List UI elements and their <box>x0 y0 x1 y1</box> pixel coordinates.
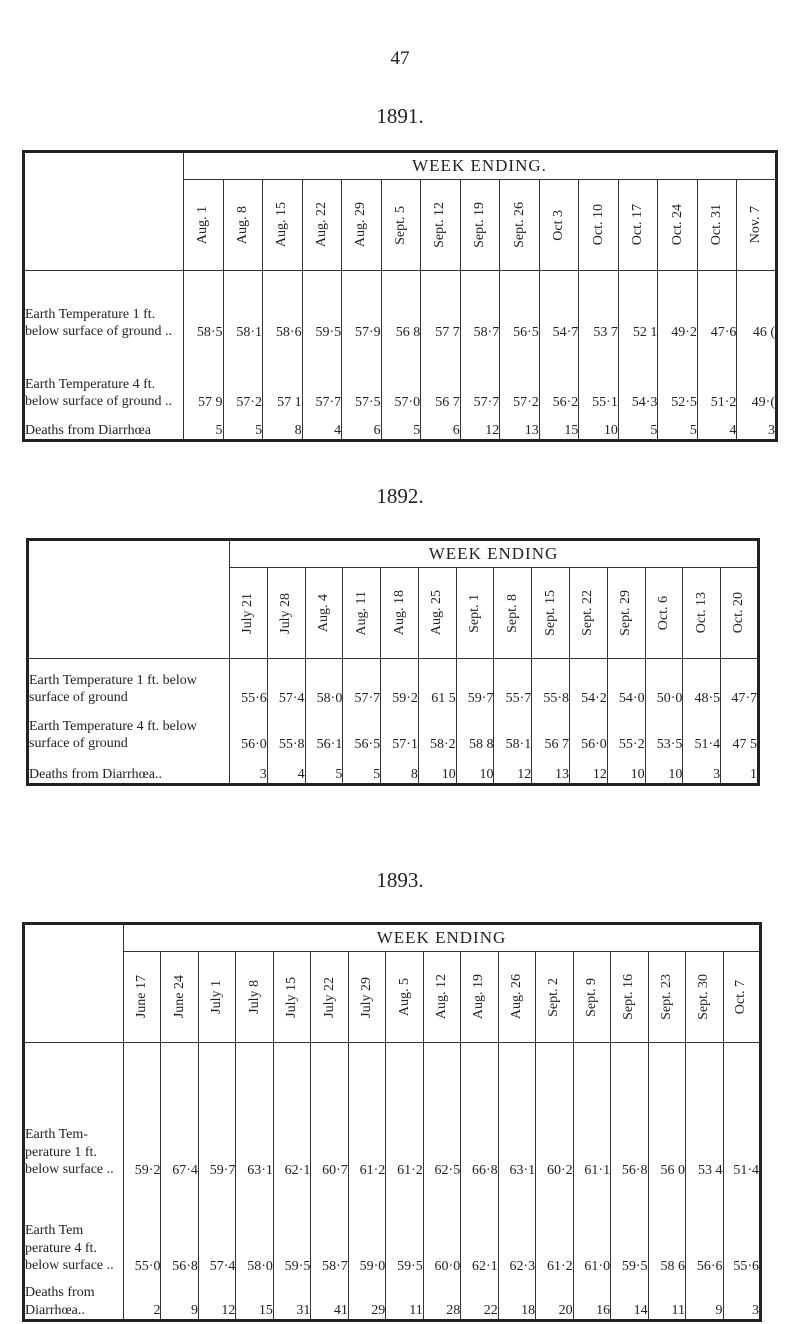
data-cell: 60·2 <box>536 1043 573 1179</box>
week-date-label: Sept. 12 <box>432 202 448 248</box>
data-cell: 58·7 <box>460 271 500 341</box>
week-date-header <box>645 568 683 659</box>
week-date-label: July 22 <box>321 976 337 1018</box>
data-cell: 8 <box>263 411 303 441</box>
row-label: Earth Temperature 4 ft. below surface of ground .. <box>24 341 184 411</box>
table-1892 <box>26 538 760 786</box>
week-date-label: Oct. 13 <box>693 592 709 634</box>
data-cell: 6 <box>342 411 382 441</box>
data-cell: 62·1 <box>273 1043 310 1179</box>
week-date-header <box>263 180 303 271</box>
data-cell: 58 6 <box>648 1179 685 1275</box>
data-cell: 50·0 <box>645 659 683 707</box>
data-cell: 16 <box>573 1275 610 1321</box>
data-cell: 52·5 <box>658 341 698 411</box>
week-date-label: Oct. 17 <box>630 204 646 246</box>
data-cell: 56 8 <box>381 271 421 341</box>
week-date-label: Sept. 29 <box>618 590 634 636</box>
data-cell: 4 <box>302 411 342 441</box>
data-cell: 10 <box>607 753 645 785</box>
data-cell: 41 <box>311 1275 348 1321</box>
data-cell: 58·5 <box>184 271 224 341</box>
data-cell: 3 <box>723 1275 761 1321</box>
row-label: Earth Tem perature 4 ft. below surface .. <box>24 1179 124 1275</box>
data-cell: 58·1 <box>223 271 263 341</box>
row-label: Earth Temperature 1 ft. below surface of ground <box>28 659 230 707</box>
week-date-header <box>494 568 532 659</box>
data-cell: 59·5 <box>273 1179 310 1275</box>
data-cell: 61·1 <box>573 1043 610 1179</box>
row-label: Earth Temperature 1 ft. below surface .. <box>24 1043 124 1179</box>
data-cell: 61·2 <box>348 1043 385 1179</box>
week-date-header <box>418 568 456 659</box>
data-cell: 57·2 <box>223 341 263 411</box>
week-ending-header: WEEK ENDING <box>230 540 759 568</box>
data-cell: 10 <box>456 753 494 785</box>
data-cell: 12 <box>198 1275 235 1321</box>
data-cell: 49·2 <box>658 271 698 341</box>
data-cell: 60·7 <box>311 1043 348 1179</box>
year-1893-title: 1893. <box>376 868 424 892</box>
data-cell: 56 0 <box>648 1043 685 1179</box>
data-cell: 57 7 <box>421 271 461 341</box>
week-date-header <box>230 568 268 659</box>
data-cell: 59·7 <box>198 1043 235 1179</box>
data-cell: 47·7 <box>721 659 759 707</box>
data-cell: 55·6 <box>230 659 268 707</box>
year-1892-title: 1892. <box>376 484 424 508</box>
week-date-label: Aug. 15 <box>274 202 290 248</box>
week-date-header <box>273 952 310 1043</box>
data-cell: 54·7 <box>539 271 579 341</box>
data-cell: 58 8 <box>456 707 494 753</box>
corner-cell <box>24 152 184 271</box>
data-cell: 61·2 <box>386 1043 423 1179</box>
data-cell: 57·7 <box>460 341 500 411</box>
data-cell: 62·3 <box>498 1179 535 1275</box>
data-cell: 5 <box>381 411 421 441</box>
data-cell: 57 1 <box>263 341 303 411</box>
data-cell: 51·4 <box>723 1043 761 1179</box>
week-date-label: Aug. 11 <box>353 590 369 636</box>
table-row <box>28 707 759 753</box>
week-date-label: Aug. 8 <box>234 205 250 245</box>
week-date-header <box>381 568 419 659</box>
data-cell: 58·0 <box>236 1179 273 1275</box>
week-date-header <box>381 180 421 271</box>
week-date-label: Sept. 1 <box>467 593 483 633</box>
data-cell: 53 4 <box>686 1043 723 1179</box>
page-number: 47 <box>390 48 410 69</box>
week-date-header <box>573 952 610 1043</box>
data-cell: 57·2 <box>500 341 540 411</box>
week-date-label: July 21 <box>240 592 256 634</box>
week-date-header <box>223 180 263 271</box>
week-date-header <box>611 952 648 1043</box>
week-date-label: July 29 <box>359 976 375 1018</box>
week-ending-header: WEEK ENDING <box>124 924 761 952</box>
week-date-label: Aug. 25 <box>429 590 445 636</box>
row-label: Deaths from Diarrhœa <box>24 411 184 441</box>
week-date-label: Aug. 26 <box>508 974 524 1020</box>
data-cell: 55·8 <box>267 707 305 753</box>
data-cell: 56 7 <box>421 341 461 411</box>
week-date-header <box>570 568 608 659</box>
week-date-header <box>124 952 161 1043</box>
data-cell: 2 <box>124 1275 161 1321</box>
data-cell: 59·7 <box>456 659 494 707</box>
data-cell: 10 <box>645 753 683 785</box>
year-1891-title: 1891. <box>376 104 424 128</box>
week-date-label: Aug. 19 <box>471 974 487 1020</box>
data-cell: 53 7 <box>579 271 619 341</box>
week-date-header <box>236 952 273 1043</box>
week-date-header <box>539 180 579 271</box>
row-label: Earth Temperature 1 ft. below surface of ground .. <box>24 271 184 341</box>
table-row <box>28 753 759 785</box>
data-cell: 56·8 <box>161 1179 198 1275</box>
week-date-label: Oct. 10 <box>590 204 606 246</box>
data-cell: 66·8 <box>461 1043 498 1179</box>
data-cell: 15 <box>539 411 579 441</box>
data-cell: 49·( <box>737 341 777 411</box>
data-cell: 51·2 <box>697 341 737 411</box>
data-cell: 55·0 <box>124 1179 161 1275</box>
data-cell: 61 5 <box>418 659 456 707</box>
data-cell: 57 9 <box>184 341 224 411</box>
week-date-label: Aug. 1 <box>195 205 211 245</box>
week-date-header <box>618 180 658 271</box>
data-cell: 5 <box>343 753 381 785</box>
data-cell: 18 <box>498 1275 535 1321</box>
week-date-header <box>658 180 698 271</box>
week-date-header <box>697 180 737 271</box>
data-cell: 3 <box>683 753 721 785</box>
data-cell: 59·2 <box>124 1043 161 1179</box>
data-cell: 59·5 <box>386 1179 423 1275</box>
data-cell: 53·5 <box>645 707 683 753</box>
week-date-label: Oct 3 <box>551 209 567 241</box>
week-date-header <box>498 952 535 1043</box>
data-cell: 14 <box>611 1275 648 1321</box>
data-cell: 8 <box>381 753 419 785</box>
week-date-label: Sept. 16 <box>621 974 637 1020</box>
data-cell: 56·1 <box>305 707 343 753</box>
week-date-header <box>683 568 721 659</box>
data-cell: 57·1 <box>381 707 419 753</box>
data-cell: 63·1 <box>236 1043 273 1179</box>
data-cell: 57·4 <box>198 1179 235 1275</box>
week-date-header <box>348 952 385 1043</box>
data-cell: 54·2 <box>570 659 608 707</box>
week-date-label: June 17 <box>134 975 150 1019</box>
week-date-header <box>461 952 498 1043</box>
data-cell: 57·7 <box>343 659 381 707</box>
data-cell: 60·0 <box>423 1179 460 1275</box>
data-cell: 59·5 <box>611 1179 648 1275</box>
data-cell: 56 7 <box>532 707 570 753</box>
week-date-label: Aug. 22 <box>313 202 329 248</box>
week-date-label: Oct. 24 <box>669 204 685 246</box>
data-cell: 52 1 <box>618 271 658 341</box>
week-date-label: July 8 <box>246 980 262 1014</box>
data-cell: 56·0 <box>570 707 608 753</box>
data-cell: 56·0 <box>230 707 268 753</box>
week-date-header <box>161 952 198 1043</box>
week-date-header <box>648 952 685 1043</box>
data-cell: 56·6 <box>686 1179 723 1275</box>
data-cell: 12 <box>570 753 608 785</box>
data-cell: 62·5 <box>423 1043 460 1179</box>
week-date-label: Oct. 31 <box>709 204 725 246</box>
week-date-label: June 24 <box>171 975 187 1019</box>
row-label: Deaths from Diarrhœa.. <box>24 1275 124 1321</box>
data-cell: 54·0 <box>607 659 645 707</box>
data-cell: 15 <box>236 1275 273 1321</box>
week-date-label: Sept. 8 <box>504 593 520 633</box>
data-cell: 9 <box>161 1275 198 1321</box>
data-cell: 1 <box>721 753 759 785</box>
data-cell: 3 <box>737 411 777 441</box>
data-cell: 4 <box>697 411 737 441</box>
week-date-header <box>305 568 343 659</box>
week-date-header <box>532 568 570 659</box>
week-date-header <box>721 568 759 659</box>
table-row <box>28 659 759 707</box>
data-cell: 55·1 <box>579 341 619 411</box>
data-cell: 47 5 <box>721 707 759 753</box>
data-cell: 58·2 <box>418 707 456 753</box>
week-date-header <box>456 568 494 659</box>
data-cell: 54·3 <box>618 341 658 411</box>
data-cell: 59·5 <box>302 271 342 341</box>
week-date-label: Sept. 15 <box>542 590 558 636</box>
week-date-label: Oct. 6 <box>655 595 671 631</box>
week-date-label: Oct. 7 <box>733 979 749 1015</box>
week-date-label: Aug. 4 <box>315 593 331 633</box>
week-date-header <box>500 180 540 271</box>
week-date-header <box>343 568 381 659</box>
week-date-label: Aug. 5 <box>396 977 412 1017</box>
data-cell: 57·5 <box>342 341 382 411</box>
data-cell: 61·2 <box>536 1179 573 1275</box>
week-date-header <box>302 180 342 271</box>
data-cell: 48·5 <box>683 659 721 707</box>
data-cell: 6 <box>421 411 461 441</box>
table-row <box>24 341 777 411</box>
week-date-header <box>686 952 723 1043</box>
week-ending-header: WEEK ENDING. <box>184 152 777 180</box>
week-date-label: Nov. 7 <box>748 206 764 244</box>
data-cell: 22 <box>461 1275 498 1321</box>
week-date-label: Sept. 2 <box>546 977 562 1017</box>
data-cell: 59·0 <box>348 1179 385 1275</box>
data-cell: 56·5 <box>500 271 540 341</box>
corner-cell <box>24 924 124 1043</box>
week-date-label: Sept. 22 <box>580 590 596 636</box>
week-date-label: Sept. 26 <box>511 202 527 248</box>
data-cell: 56·8 <box>611 1043 648 1179</box>
data-cell: 10 <box>418 753 456 785</box>
data-cell: 57·0 <box>381 341 421 411</box>
week-date-header <box>536 952 573 1043</box>
data-cell: 58·1 <box>494 707 532 753</box>
data-cell: 29 <box>348 1275 385 1321</box>
data-cell: 57·7 <box>302 341 342 411</box>
data-cell: 5 <box>305 753 343 785</box>
week-date-header <box>737 180 777 271</box>
corner-cell <box>28 540 230 659</box>
data-cell: 56·2 <box>539 341 579 411</box>
table-row <box>24 411 777 441</box>
data-cell: 58·7 <box>311 1179 348 1275</box>
data-cell: 9 <box>686 1275 723 1321</box>
week-date-header <box>267 568 305 659</box>
data-cell: 12 <box>460 411 500 441</box>
data-cell: 55·2 <box>607 707 645 753</box>
data-cell: 55·7 <box>494 659 532 707</box>
data-cell: 3 <box>230 753 268 785</box>
week-date-label: Sept. 19 <box>471 202 487 248</box>
week-date-label: July 28 <box>278 592 294 634</box>
table-1891 <box>22 150 778 442</box>
data-cell: 57·4 <box>267 659 305 707</box>
week-date-header <box>579 180 619 271</box>
week-date-label: Sept. 5 <box>392 205 408 245</box>
data-cell: 31 <box>273 1275 310 1321</box>
data-cell: 5 <box>223 411 263 441</box>
data-cell: 13 <box>500 411 540 441</box>
week-date-header <box>342 180 382 271</box>
week-date-label: Sept. 30 <box>696 974 712 1020</box>
week-date-label: Sept. 9 <box>583 977 599 1017</box>
data-cell: 57·9 <box>342 271 382 341</box>
data-cell: 5 <box>618 411 658 441</box>
week-date-header <box>460 180 500 271</box>
week-date-header <box>421 180 461 271</box>
data-cell: 67·4 <box>161 1043 198 1179</box>
data-cell: 51·4 <box>683 707 721 753</box>
data-cell: 58·6 <box>263 271 303 341</box>
data-cell: 5 <box>658 411 698 441</box>
row-label: Deaths from Diarrhœa.. <box>28 753 230 785</box>
data-cell: 5 <box>184 411 224 441</box>
data-cell: 10 <box>579 411 619 441</box>
data-cell: 63·1 <box>498 1043 535 1179</box>
table-row <box>24 1275 761 1321</box>
data-cell: 11 <box>386 1275 423 1321</box>
data-cell: 61·0 <box>573 1179 610 1275</box>
data-cell: 4 <box>267 753 305 785</box>
week-date-header <box>311 952 348 1043</box>
data-cell: 62·1 <box>461 1179 498 1275</box>
week-date-header <box>386 952 423 1043</box>
data-cell: 20 <box>536 1275 573 1321</box>
week-date-header <box>607 568 645 659</box>
week-date-label: Aug. 12 <box>433 974 449 1020</box>
week-date-header <box>198 952 235 1043</box>
row-label: Earth Temperature 4 ft. below surface of ground <box>28 707 230 753</box>
data-cell: 55·6 <box>723 1179 761 1275</box>
table-1893 <box>22 922 762 1322</box>
data-cell: 56·5 <box>343 707 381 753</box>
week-date-label: Sept. 23 <box>658 974 674 1020</box>
data-cell: 59·2 <box>381 659 419 707</box>
week-date-header <box>423 952 460 1043</box>
data-cell: 47·6 <box>697 271 737 341</box>
week-date-label: Aug. 29 <box>353 202 369 248</box>
data-cell: 46 ( <box>737 271 777 341</box>
week-date-label: Aug. 18 <box>391 590 407 636</box>
week-date-label: July 15 <box>284 976 300 1018</box>
table-row <box>24 271 777 341</box>
table-row <box>24 1043 761 1179</box>
data-cell: 13 <box>532 753 570 785</box>
table-row <box>24 1179 761 1275</box>
data-cell: 28 <box>423 1275 460 1321</box>
data-cell: 58·0 <box>305 659 343 707</box>
week-date-label: July 1 <box>209 980 225 1014</box>
data-cell: 55·8 <box>532 659 570 707</box>
week-date-label: Oct. 20 <box>731 592 747 634</box>
data-cell: 12 <box>494 753 532 785</box>
week-date-header <box>184 180 224 271</box>
week-date-header <box>723 952 761 1043</box>
data-cell: 11 <box>648 1275 685 1321</box>
